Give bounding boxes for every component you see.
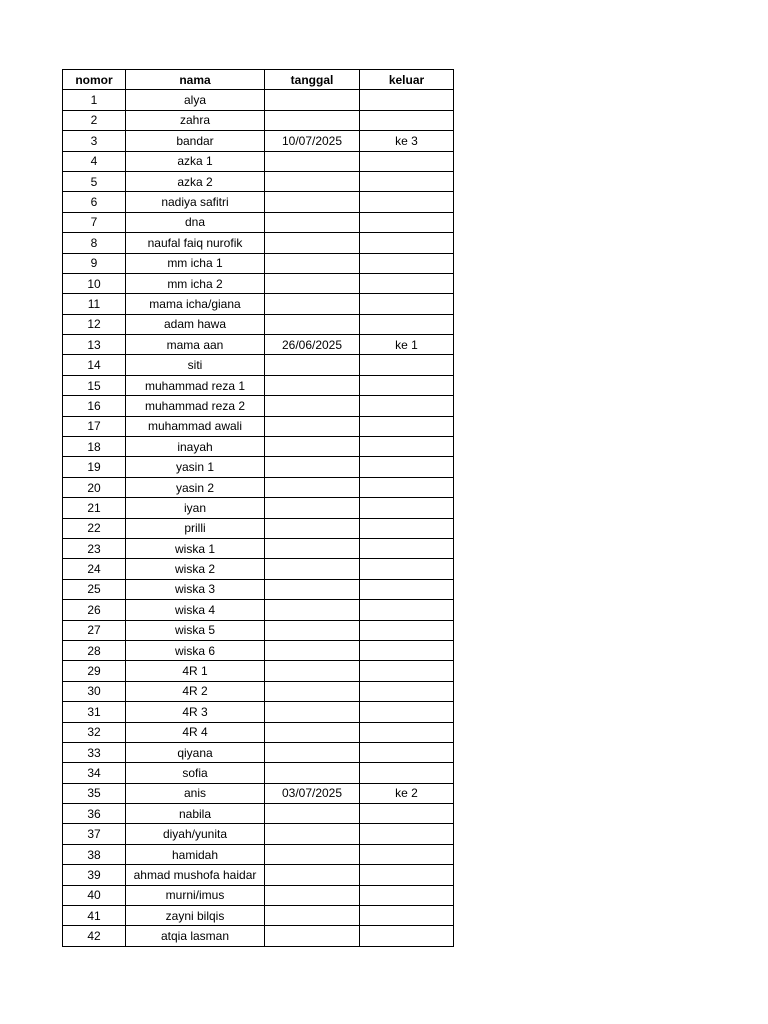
cell-nomor: 14: [63, 355, 126, 375]
table-row: [63, 661, 454, 681]
cell-tanggal: [265, 273, 360, 293]
cell-nomor: 29: [63, 661, 126, 681]
cell-keluar: [360, 212, 454, 232]
cell-nama: 4R 3: [126, 702, 265, 722]
cell-tanggal: [265, 538, 360, 558]
cell-keluar: [360, 865, 454, 885]
cell-tanggal: [265, 110, 360, 130]
cell-nomor: 16: [63, 396, 126, 416]
cell-keluar: [360, 763, 454, 783]
cell-keluar: [360, 151, 454, 171]
table-row: [63, 253, 454, 273]
table-row: [63, 681, 454, 701]
cell-tanggal: [265, 498, 360, 518]
table-row: [63, 559, 454, 579]
table-row: [63, 620, 454, 640]
cell-nomor: 26: [63, 600, 126, 620]
cell-nomor: 27: [63, 620, 126, 640]
cell-nomor: 5: [63, 171, 126, 191]
cell-nomor: 13: [63, 335, 126, 355]
cell-keluar: [360, 355, 454, 375]
table-row: [63, 538, 454, 558]
cell-nomor: 41: [63, 906, 126, 926]
table-row: [63, 518, 454, 538]
cell-nomor: 10: [63, 273, 126, 293]
cell-tanggal: [265, 396, 360, 416]
cell-nama: bandar: [126, 131, 265, 151]
cell-nama: qiyana: [126, 742, 265, 762]
cell-keluar: [360, 416, 454, 436]
table-row: [63, 702, 454, 722]
table-row: [63, 273, 454, 293]
cell-tanggal: [265, 885, 360, 905]
cell-nama: azka 1: [126, 151, 265, 171]
cell-nama: naufal faiq nurofik: [126, 233, 265, 253]
cell-nama: muhammad awali: [126, 416, 265, 436]
table-row: [63, 233, 454, 253]
cell-nomor: 23: [63, 538, 126, 558]
cell-tanggal: [265, 192, 360, 212]
cell-nama: adam hawa: [126, 314, 265, 334]
table-row: [63, 294, 454, 314]
cell-tanggal: [265, 906, 360, 926]
cell-keluar: [360, 844, 454, 864]
cell-nomor: 1: [63, 90, 126, 110]
cell-keluar: [360, 273, 454, 293]
cell-nama: sofia: [126, 763, 265, 783]
cell-tanggal: [265, 926, 360, 946]
cell-nama: nadiya safitri: [126, 192, 265, 212]
cell-nomor: 7: [63, 212, 126, 232]
table-row: [63, 192, 454, 212]
cell-tanggal: [265, 457, 360, 477]
cell-nomor: 9: [63, 253, 126, 273]
cell-nomor: 19: [63, 457, 126, 477]
cell-keluar: [360, 171, 454, 191]
header-nomor: nomor: [63, 70, 126, 90]
cell-tanggal: [265, 579, 360, 599]
table-row: [63, 804, 454, 824]
table-row: [63, 335, 454, 355]
table-row: [63, 457, 454, 477]
cell-nomor: 22: [63, 518, 126, 538]
cell-nomor: 12: [63, 314, 126, 334]
cell-nama: iyan: [126, 498, 265, 518]
cell-nomor: 33: [63, 742, 126, 762]
cell-nomor: 4: [63, 151, 126, 171]
cell-nomor: 28: [63, 640, 126, 660]
cell-nomor: 24: [63, 559, 126, 579]
cell-tanggal: [265, 559, 360, 579]
cell-keluar: ke 1: [360, 335, 454, 355]
cell-keluar: [360, 702, 454, 722]
cell-nama: wiska 5: [126, 620, 265, 640]
cell-keluar: [360, 640, 454, 660]
cell-tanggal: [265, 212, 360, 232]
header-row: [63, 70, 454, 90]
table-row: [63, 90, 454, 110]
cell-nama: alya: [126, 90, 265, 110]
cell-nomor: 30: [63, 681, 126, 701]
cell-nama: yasin 1: [126, 457, 265, 477]
cell-keluar: [360, 375, 454, 395]
cell-nama: zahra: [126, 110, 265, 130]
cell-tanggal: [265, 763, 360, 783]
cell-keluar: [360, 498, 454, 518]
cell-nama: ahmad mushofa haidar: [126, 865, 265, 885]
cell-nama: inayah: [126, 437, 265, 457]
cell-keluar: [360, 538, 454, 558]
cell-tanggal: [265, 722, 360, 742]
cell-keluar: [360, 620, 454, 640]
cell-tanggal: [265, 702, 360, 722]
cell-keluar: [360, 824, 454, 844]
cell-tanggal: 03/07/2025: [265, 783, 360, 803]
cell-nomor: 20: [63, 477, 126, 497]
cell-keluar: [360, 477, 454, 497]
cell-tanggal: [265, 90, 360, 110]
table-row: [63, 742, 454, 762]
cell-tanggal: [265, 355, 360, 375]
cell-nomor: 17: [63, 416, 126, 436]
cell-keluar: [360, 906, 454, 926]
cell-tanggal: [265, 681, 360, 701]
cell-keluar: [360, 518, 454, 538]
cell-nomor: 6: [63, 192, 126, 212]
table-row: [63, 885, 454, 905]
cell-nomor: 15: [63, 375, 126, 395]
cell-nomor: 11: [63, 294, 126, 314]
cell-keluar: [360, 396, 454, 416]
cell-nama: mama aan: [126, 335, 265, 355]
cell-nomor: 3: [63, 131, 126, 151]
cell-nama: wiska 3: [126, 579, 265, 599]
cell-keluar: [360, 661, 454, 681]
table-row: [63, 824, 454, 844]
cell-nama: mm icha 1: [126, 253, 265, 273]
cell-keluar: [360, 110, 454, 130]
cell-nama: 4R 2: [126, 681, 265, 701]
data-table: [62, 69, 454, 947]
cell-keluar: ke 2: [360, 783, 454, 803]
header-keluar: keluar: [360, 70, 454, 90]
cell-nomor: 42: [63, 926, 126, 946]
cell-keluar: [360, 579, 454, 599]
cell-tanggal: [265, 824, 360, 844]
cell-nomor: 39: [63, 865, 126, 885]
cell-nama: wiska 4: [126, 600, 265, 620]
cell-keluar: [360, 742, 454, 762]
table-row: [63, 375, 454, 395]
cell-keluar: [360, 294, 454, 314]
cell-keluar: [360, 559, 454, 579]
table-row: [63, 926, 454, 946]
table-row: [63, 171, 454, 191]
table-row: [63, 783, 454, 803]
cell-nomor: 21: [63, 498, 126, 518]
cell-nama: zayni bilqis: [126, 906, 265, 926]
table-row: [63, 844, 454, 864]
cell-nama: mama icha/giana: [126, 294, 265, 314]
cell-keluar: [360, 253, 454, 273]
cell-tanggal: [265, 844, 360, 864]
cell-nama: diyah/yunita: [126, 824, 265, 844]
table-row: [63, 131, 454, 151]
cell-nomor: 35: [63, 783, 126, 803]
cell-keluar: ke 3: [360, 131, 454, 151]
table-row: [63, 906, 454, 926]
cell-tanggal: [265, 640, 360, 660]
cell-nomor: 38: [63, 844, 126, 864]
cell-keluar: [360, 885, 454, 905]
cell-nama: yasin 2: [126, 477, 265, 497]
table-row: [63, 600, 454, 620]
cell-tanggal: [265, 742, 360, 762]
cell-tanggal: [265, 804, 360, 824]
cell-keluar: [360, 804, 454, 824]
header-nama: nama: [126, 70, 265, 90]
cell-tanggal: [265, 416, 360, 436]
cell-nama: wiska 6: [126, 640, 265, 660]
table-row: [63, 763, 454, 783]
cell-nomor: 36: [63, 804, 126, 824]
cell-tanggal: [265, 661, 360, 681]
table-row: [63, 498, 454, 518]
table-row: [63, 437, 454, 457]
cell-nama: mm icha 2: [126, 273, 265, 293]
cell-tanggal: [265, 253, 360, 273]
cell-nama: 4R 4: [126, 722, 265, 742]
cell-nomor: 32: [63, 722, 126, 742]
cell-tanggal: [265, 600, 360, 620]
cell-nama: dna: [126, 212, 265, 232]
table-row: [63, 865, 454, 885]
cell-nomor: 18: [63, 437, 126, 457]
cell-tanggal: [265, 233, 360, 253]
table-row: [63, 396, 454, 416]
cell-nama: anis: [126, 783, 265, 803]
table-body: [63, 90, 454, 946]
cell-tanggal: [265, 314, 360, 334]
cell-nama: prilli: [126, 518, 265, 538]
cell-keluar: [360, 192, 454, 212]
cell-tanggal: 10/07/2025: [265, 131, 360, 151]
cell-tanggal: [265, 171, 360, 191]
cell-keluar: [360, 233, 454, 253]
cell-nama: atqia lasman: [126, 926, 265, 946]
cell-tanggal: [265, 620, 360, 640]
table-row: [63, 212, 454, 232]
cell-nama: muhammad reza 2: [126, 396, 265, 416]
cell-keluar: [360, 457, 454, 477]
cell-nama: azka 2: [126, 171, 265, 191]
cell-tanggal: [265, 151, 360, 171]
cell-nama: wiska 2: [126, 559, 265, 579]
cell-nomor: 34: [63, 763, 126, 783]
cell-keluar: [360, 926, 454, 946]
cell-nama: wiska 1: [126, 538, 265, 558]
cell-nomor: 31: [63, 702, 126, 722]
cell-tanggal: [265, 294, 360, 314]
cell-tanggal: [265, 437, 360, 457]
cell-nomor: 2: [63, 110, 126, 130]
table-row: [63, 355, 454, 375]
header-tanggal: tanggal: [265, 70, 360, 90]
cell-nomor: 40: [63, 885, 126, 905]
cell-nama: 4R 1: [126, 661, 265, 681]
cell-keluar: [360, 600, 454, 620]
cell-keluar: [360, 722, 454, 742]
cell-keluar: [360, 314, 454, 334]
cell-tanggal: [265, 518, 360, 538]
table-row: [63, 314, 454, 334]
table-row: [63, 151, 454, 171]
cell-tanggal: [265, 865, 360, 885]
table-row: [63, 640, 454, 660]
cell-keluar: [360, 437, 454, 457]
table-row: [63, 722, 454, 742]
cell-nama: muhammad reza 1: [126, 375, 265, 395]
cell-tanggal: [265, 375, 360, 395]
table-row: [63, 416, 454, 436]
cell-nomor: 25: [63, 579, 126, 599]
cell-nomor: 37: [63, 824, 126, 844]
cell-nomor: 8: [63, 233, 126, 253]
cell-nama: hamidah: [126, 844, 265, 864]
cell-keluar: [360, 681, 454, 701]
cell-nama: murni/imus: [126, 885, 265, 905]
table-row: [63, 477, 454, 497]
cell-nama: nabila: [126, 804, 265, 824]
cell-nama: siti: [126, 355, 265, 375]
cell-tanggal: [265, 477, 360, 497]
cell-tanggal: 26/06/2025: [265, 335, 360, 355]
cell-keluar: [360, 90, 454, 110]
table-row: [63, 579, 454, 599]
table-row: [63, 110, 454, 130]
